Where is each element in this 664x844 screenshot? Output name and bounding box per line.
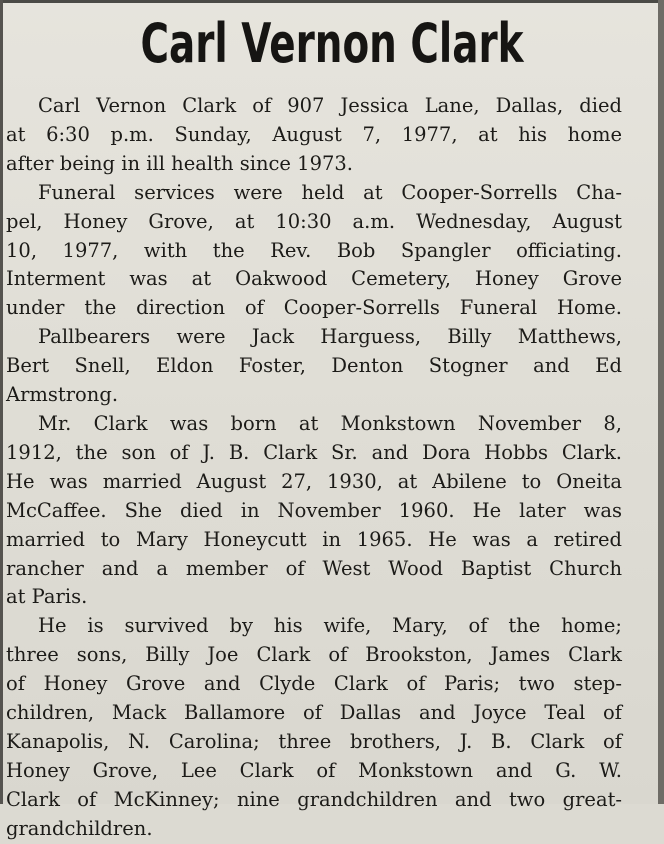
text-line: 1912, the son of J. B. Clark Sr. and Dora Hobbs Clark. xyxy=(6,440,622,464)
text-line: Carl Vernon Clark of 907 Jessica Lane, Dallas, died xyxy=(38,94,622,117)
text-line: He was married August 27, 1930, at Abilene to Oneita xyxy=(6,469,622,493)
text-line: Funeral services were held at Cooper-Sorrells Cha- xyxy=(38,180,622,204)
text-line: grandchildren. xyxy=(6,816,153,840)
text-line: at 6:30 p.m. Sunday, August 7, 1977, at his home xyxy=(6,122,622,146)
text-line: Pallbearers were Jack Harguess, Billy Matthews, xyxy=(38,325,622,349)
text-line: at Paris. xyxy=(6,585,88,609)
text-line: of Honey Grove and Clyde Clark of Paris; two step- xyxy=(6,672,622,696)
text-line: Bert Snell, Eldon Foster, Denton Stogner and Ed xyxy=(6,354,622,378)
text-line: married to Mary Honeycutt in 1965. He was a retired xyxy=(6,527,622,551)
clipping-top-edge xyxy=(0,0,664,3)
text-line: McCaffee. She died in November 1960. He later was xyxy=(6,498,622,522)
clipping-right-edge xyxy=(658,0,664,804)
text-line: rancher and a member of West Wood Baptist Church xyxy=(6,556,622,580)
text-line: after being in ill health since 1973. xyxy=(6,151,353,175)
obituary-headline: Carl Vernon Clark xyxy=(140,12,524,75)
obituary-body xyxy=(6,92,622,844)
text-line: children, Mack Ballamore of Dallas and Joyce Teal of xyxy=(6,701,622,725)
text-line: three sons, Billy Joe Clark of Brookston, James Clark xyxy=(6,643,622,667)
text-line: Mr. Clark was born at Monkstown November 8, xyxy=(38,411,622,435)
text-line: Clark of McKinney; nine grandchildren and two great- xyxy=(6,787,622,811)
text-line: Kanapolis, N. Carolina; three brothers, J. B. Clark of xyxy=(6,729,622,753)
text-line: pel, Honey Grove, at 10:30 a.m. Wednesday, August xyxy=(6,209,622,233)
text-line: Interment was at Oakwood Cemetery, Honey Grove xyxy=(6,267,622,291)
text-line: Honey Grove, Lee Clark of Monkstown and G. W. xyxy=(6,758,622,782)
text-line: He is survived by his wife, Mary, of the home; xyxy=(38,614,622,638)
clipping-left-edge xyxy=(0,0,3,804)
text-line: under the direction of Cooper-Sorrells Funeral Home. xyxy=(6,296,622,320)
text-line: 10, 1977, with the Rev. Bob Spangler officiating. xyxy=(6,238,622,262)
text-line: Armstrong. xyxy=(6,383,119,407)
